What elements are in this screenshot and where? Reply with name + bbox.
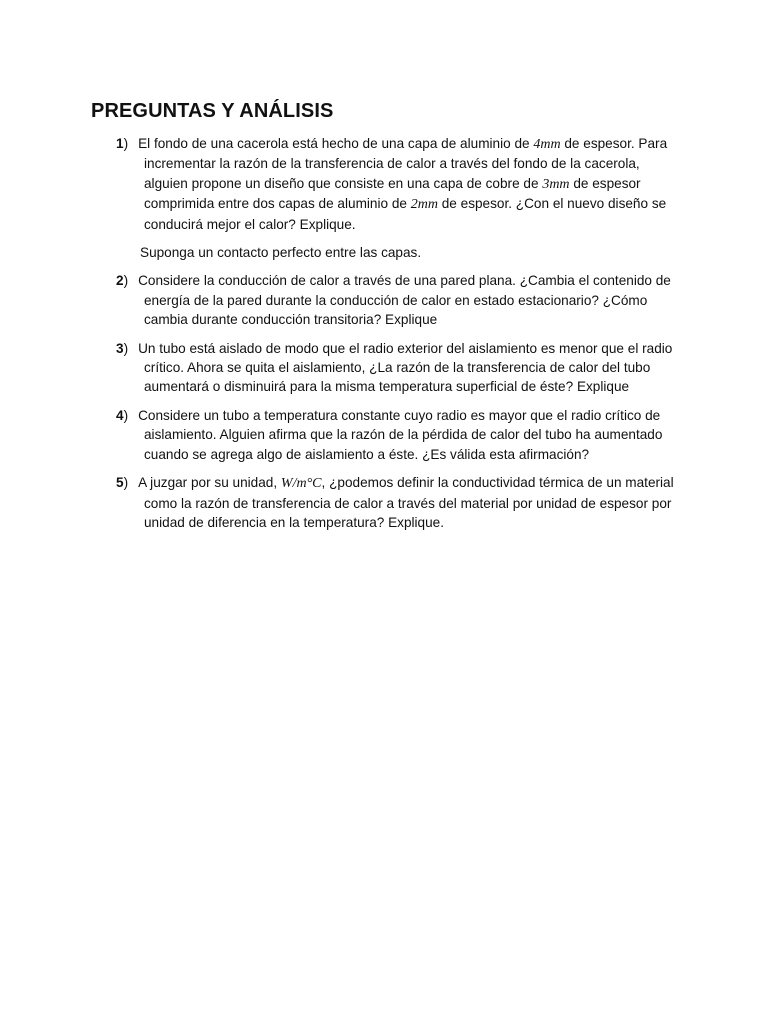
question-paren: ) [123,136,129,151]
math-expression: 4mm [533,137,561,152]
question-item-5 [112,473,682,532]
question-2-text [112,271,682,329]
question-5-text [112,473,682,532]
question-item-2 [112,271,682,329]
question-text-segment: Un tubo está aislado de modo que el radio exterior del aislamiento es menor que el radio crítico. Ahora se quita el aislamiento, ¿La razón de la transferencia de calor del tubo aumentará o disminuirá para la misma temperatura superficial de éste? Explique [138,340,673,395]
question-paren: ) [123,407,129,423]
question-item-3 [112,339,682,397]
question-item-4 [112,406,682,464]
question-1-text [112,134,682,234]
question-4-text [112,406,682,464]
question-text-segment: A juzgar por su unidad, [138,475,281,491]
question-text-segment: El fondo de una cacerola está hecho de una capa de aluminio de [138,136,534,151]
question-number: 5 [116,475,124,491]
question-text-segment: de espesor comprimida entre dos capas de aluminio de [144,175,641,212]
question-text-segment: , ¿podemos definir la conductividad térmica de un material como la razón de transferencia de calor a través del material por unidad de espesor por unidad de diferencia en la temperatura? Explique. [144,475,674,530]
math-expression: 3mm [542,176,570,192]
math-expression: 2mm [410,197,438,213]
question-paren: ) [123,340,129,356]
question-number: 2 [116,273,124,289]
question-number: 4 [116,407,124,423]
question-text-segment: de espesor. ¿Con el nuevo diseño se conducirá mejor el calor? Explique. [144,196,667,232]
question-text-segment: de espesor. Para incrementar la razón de la transferencia de calor a través del fondo de la cacerola, alguien propone un diseño que consiste en una capa de cobre de [144,136,668,191]
question-3-text [112,339,682,397]
question-text-segment: Considere un tubo a temperatura constante cuyo radio es mayor que el radio crítico de aislamiento. Alguien afirma que la razón de la pérdida de calor del tubo ha aumentado cuando se agrega algo de aislamiento a éste. ¿Es válida esta afirmación? [138,407,663,462]
question-paren: ) [123,273,129,289]
question-number: 3 [116,340,124,356]
question-item-1 [112,134,682,262]
math-expression: W/m°C [280,476,322,492]
question-1-note: Suponga un contacto perfecto entre las capas. [140,245,422,261]
question-paren: ) [123,475,129,491]
question-text-segment: Considere la conducción de calor a través de una pared plana. ¿Cambia el contenido de energía de la pared durante la conducción de calor en estado estacionario? ¿Cómo cambia durante conducción transitoria? Explique [138,273,671,328]
page-title: PREGUNTAS Y ANÁLISIS [91,100,334,122]
question-list [112,134,682,541]
question-number: 1 [116,136,124,151]
